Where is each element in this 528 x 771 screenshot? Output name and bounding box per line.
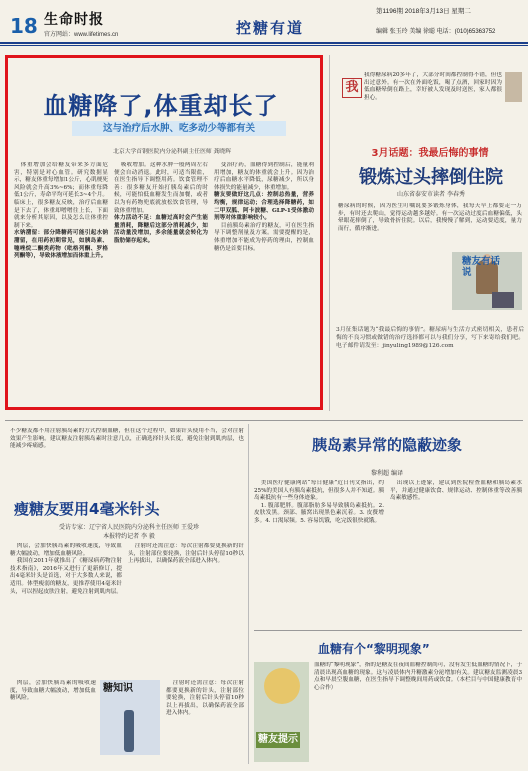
needle-intro-text: 不少糖友都不用注射胰岛素的方式控制血糖，但在这个过程中，如果针头使用不当，会对注射效果产生影响。建议糖友注射胰岛素时注意几点，正确选择针头长度，避免注射到肌肉层，也能减少疼痛感。 xyxy=(10,428,244,450)
lead-col1-subsection: 水钠潴留：部分降糖药可能引起水钠潴留，在用药初期常见，如胰岛素、噻唑烷二酮类药物（吡格列酮、罗格列酮等），导致体液增加而体重上升。 xyxy=(14,230,108,260)
lead-col2-text: 吸收增加。这种水肿一般两周左右便会自动消退。此时，可适当限盐，在医生指导下调整用药。饮食管理不善：很多糖友开始打胰岛素后的时候，可能怕低血糖发生而加餐，或者以为有药物兜底就放松饮食管理，导致体重增加。 xyxy=(114,162,208,214)
lead-col1-text: 体重增加会给糖友带来多方面危害，特别是对心血管。研究数据显示，糖友体重每增加1公斤，心肌梗死风险就会升高3%~6%；而体重每降低1公斤，寿命平均可延长3~4个月。临床上，很多糖友反映，治疗后血糖是下去了，体重却噌噌往上长，下面就来分析其原因，以及怎么让体重控制下来。 xyxy=(14,162,108,229)
newspaper-logo: 生命时报 xyxy=(44,12,104,28)
reader-intro-text: 我得糖尿病20多年了，大部分时间都控制得不错，但也出过意外。有一次在外面吃饭，喝了点酒，回家时因为低血糖晕倒在路上，幸好被人发现及时送医，家人都很担心。 xyxy=(364,72,502,101)
lead-col3-tail: 目前胰岛素治疗的糖友，可在医生指导下调整剂量及方案。需要提醒的是，体重增加不能成为停药的理由，控制血糖仍是首要目标。 xyxy=(214,222,314,252)
needle-column-3 xyxy=(10,680,96,762)
insulin-column-1 xyxy=(254,480,384,626)
column-divider xyxy=(329,55,330,411)
insulin-body-3: 出现以上迹象，建议到医院检查血糖和胰岛素水平，并通过健康饮食、规律运动、控制体重等改善胰岛素敏感性。 xyxy=(390,480,522,502)
needle-article-reporter: 本报特约记者 李 毅 xyxy=(103,533,155,540)
reader-story-author: 山东省泰安市读者 李春秀 xyxy=(397,191,465,198)
lead-article-title: 血糖降了,体重却长了 xyxy=(43,92,279,120)
website-url[interactable]: 官方网站：www.lifetimes.cn xyxy=(44,32,119,38)
lead-col3-subsection: 糖友要做好这几点：控制总热量，营养均衡，规律运动；合理选择降糖药，如二甲双胍、阿卡波糖、GLP-1受体激动剂等对体重影响较小。 xyxy=(214,192,314,222)
needle-article-title: 瘦糖友要用4毫米针头 xyxy=(14,500,160,518)
needle-body-3: 注射时还需注意：每次注射都要更换新的针头，注射部位要轮换，注射后针头停留10秒以上再拔出，以确保药液全部进入体内。 xyxy=(128,543,244,565)
horizontal-divider xyxy=(5,420,523,421)
section-title: 控糖有道 xyxy=(236,19,305,37)
figure-seat xyxy=(492,292,514,308)
insulin-article-title: 胰岛素异常的隐蔽迹象 xyxy=(311,436,462,454)
lead-column-3 xyxy=(214,162,314,394)
lead-article-subtitle: 这与治疗后水肿、吃多动少等都有关 xyxy=(72,121,286,136)
drop-cap-box: 我 xyxy=(342,78,362,98)
insulin-pen-illustration xyxy=(100,680,160,755)
sugar-knowledge-tag: 糖知识 xyxy=(103,683,133,694)
insulin-column-2 xyxy=(390,480,522,626)
monthly-topic-label: 3月话题：我最后悔的事情 xyxy=(371,148,489,159)
submission-call: 3月征集话题为“我最后悔的事情”。糖尿病与生活方式密切相关，患者后悔的不良习惯或做错的治疗选择都可以与我们分享，写下来寄给我们吧。电子邮件请发至：jinyuling1989@126.com xyxy=(336,327,524,349)
page-number: 18 xyxy=(10,14,38,38)
diabetic-talk-badge: 糖友有话说 xyxy=(462,256,501,278)
horizontal-divider-bottom xyxy=(254,630,522,631)
reader-story-body: 糖尿病的时候，因为医生叮嘱说要多锻炼身体，我每天早上都要走一万步，有时还去爬山，觉得运动越多越好。有一次运动过度后血糖偏低，头晕眼花摔倒了，导致骨折住院。以后，我慢慢了解到，运动要适度，量力而行，循序渐进。 xyxy=(338,203,522,232)
needle-body-2: 我国在2011年就推出了《糖尿病药物注射技术指南》，2016年又进行了更新修订，提出4毫米针头是首选，对于大多数人来说，都适用。体型瘦弱的糖友，更推荐使用4毫米针头，可以捏起皮肤注射，避免注射到肌肉层。 xyxy=(10,558,122,595)
reader-story-title: 锻炼过头摔倒住院 xyxy=(359,167,503,188)
column-divider-bottom xyxy=(248,424,249,764)
needle-body-1: 肉层，会加快胰岛素的吸收速度，导致血糖大幅波动，增加低血糖风险。 xyxy=(10,543,122,557)
needle-column-2 xyxy=(128,543,244,675)
needle-column-1 xyxy=(10,543,122,675)
header-divider xyxy=(0,42,528,44)
reader-photo xyxy=(505,72,522,102)
insulin-pen-shape xyxy=(124,710,134,752)
insulin-article-author: 黎利超 编译 xyxy=(371,470,403,477)
needle-article-expert: 受访专家：辽宁省人民医院内分泌科主任医师 王爱珍 xyxy=(59,524,199,531)
dawn-article-title: 血糖有个“黎明现象” xyxy=(318,642,430,656)
tip-tag: 糖友提示 xyxy=(256,732,300,748)
dawn-illustration xyxy=(254,662,309,762)
issue-info: 第1196期 2018年3月13日 星期二 xyxy=(376,8,471,15)
insulin-body-2: 1. 腹部肥胖。腹部脂肪多易导致胰岛素抵抗。2. 皮肤发黑。颈部、腋窝出现黑色素沉着。3. 皮赘增多。4. 口渴尿频。5. 容易饥饿，吃完饭很快就饿。 xyxy=(254,502,384,524)
dawn-article-body: 血糖的“黎明现象”，指的是糖友在夜间血糖控制尚可，没有发生低血糖的情况下，于清晨出现高血糖的现象。这与凌晨体内升糖激素分泌增加有关。建议糖友监测凌晨3点和早晨空腹血糖，在医生指导下调整晚间用药或饮食。（本栏目与中国健康教育中心合作） xyxy=(314,662,522,691)
lead-column-1 xyxy=(14,162,108,394)
lead-col2-subsection: 体力活动不足：血糖过高时会产生能量消耗，降糖后这部分消耗减少，如活动量没增加，多余能量就会转化为脂肪储存起来。 xyxy=(114,215,208,244)
lead-column-2 xyxy=(114,162,208,394)
editor-info: 编辑 张玉玲 美编 徐聪 电话：(010)65363752 xyxy=(376,29,496,35)
sun-icon xyxy=(264,668,300,704)
lead-article-byline: 北京大学首钢医院内分泌科副主任医师 龚晓辉 xyxy=(113,149,231,155)
needle-body-1-cont: 肉层，会加快胰岛素的吸收速度，导致血糖大幅波动，增加低血糖风险。 xyxy=(10,680,96,702)
needle-body-3-cont: 注射时还需注意：每次注射都要更换新的针头，注射部位要轮换，注射后针头停留10秒以上再拔出，以确保药液全部进入体内。 xyxy=(166,680,244,717)
needle-column-4 xyxy=(166,680,244,762)
header-divider-thin xyxy=(0,45,528,46)
insulin-body-1: 美国医疗健康网站“每日健康”近日刊文指出，约25%的美国人有胰岛素抵抗，但很多人并不知道。胰岛素抵抗有一些身体迹象。 xyxy=(254,480,384,502)
lead-col3-text: 变治疗药，血糖得到控制后，能量利用增加，糖友的体重就会上升。因为治疗后血糖水平降低，尿糖减少，所以身体损失的能量减少，体重增加。 xyxy=(214,162,314,191)
